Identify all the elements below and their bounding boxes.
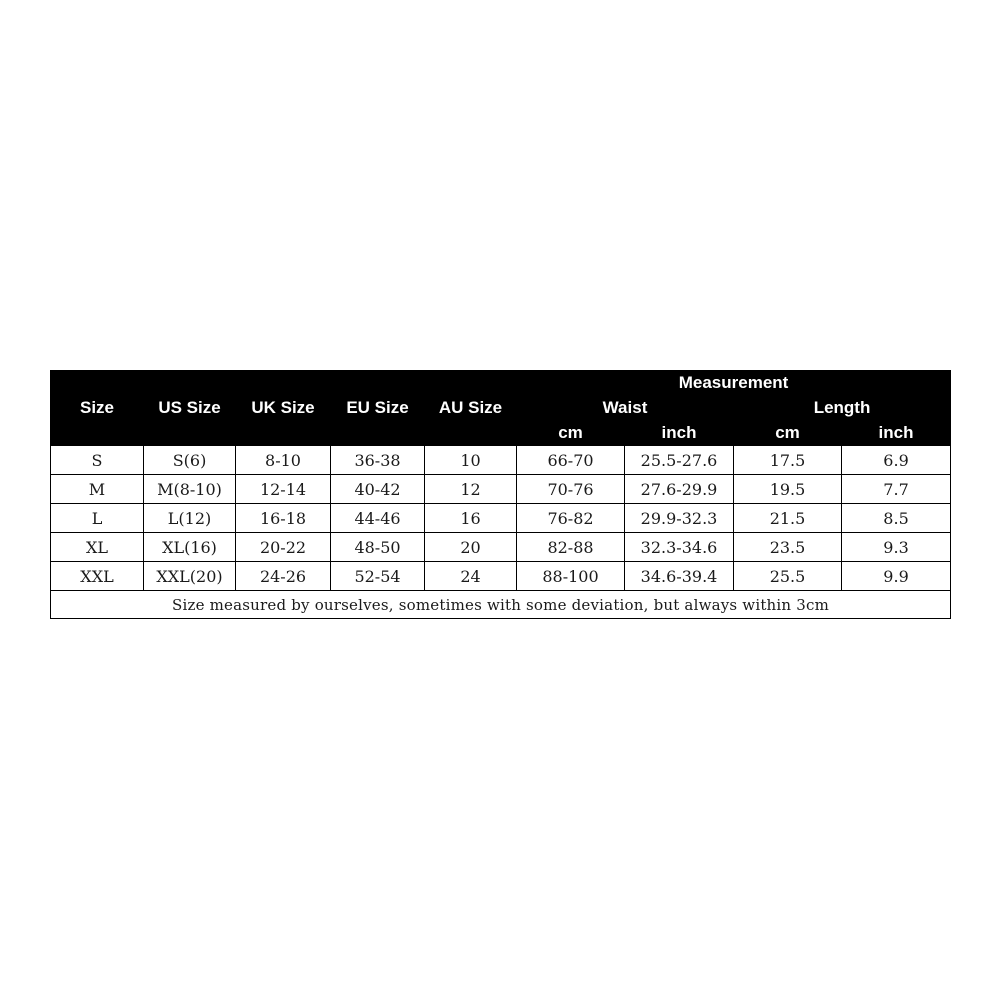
cell-length-cm: 21.5 [734,504,842,533]
cell-waist-inch: 29.9-32.3 [625,504,734,533]
cell-waist-inch: 32.3-34.6 [625,533,734,562]
cell-waist-cm: 70-76 [517,475,625,504]
cell-size: S [51,446,144,475]
cell-eu-size: 52-54 [331,562,425,591]
cell-size: M [51,475,144,504]
cell-eu-size: 48-50 [331,533,425,562]
cell-au-size: 24 [425,562,517,591]
table-row [51,562,951,591]
header-row [51,371,951,396]
header-us-size: US Size [144,371,236,446]
cell-au-size: 20 [425,533,517,562]
measurement-note: Size measured by ourselves, sometimes with some deviation, but always within 3cm [51,591,951,619]
cell-us-size: S(6) [144,446,236,475]
cell-length-inch: 6.9 [842,446,951,475]
header-waist: Waist [517,396,734,421]
cell-uk-size: 16-18 [236,504,331,533]
cell-length-cm: 17.5 [734,446,842,475]
header-waist-cm: cm [517,421,625,446]
cell-eu-size: 44-46 [331,504,425,533]
cell-uk-size: 8-10 [236,446,331,475]
cell-length-inch: 7.7 [842,475,951,504]
cell-length-inch: 8.5 [842,504,951,533]
header-length-cm: cm [734,421,842,446]
table-row [51,504,951,533]
header-uk-size: UK Size [236,371,331,446]
cell-uk-size: 24-26 [236,562,331,591]
cell-us-size: XXL(20) [144,562,236,591]
table-row [51,446,951,475]
cell-waist-cm: 76-82 [517,504,625,533]
header-eu-size: EU Size [331,371,425,446]
cell-waist-cm: 88-100 [517,562,625,591]
cell-length-cm: 23.5 [734,533,842,562]
note-row [51,591,951,619]
cell-au-size: 10 [425,446,517,475]
cell-size: XXL [51,562,144,591]
header-length: Length [734,396,951,421]
cell-us-size: XL(16) [144,533,236,562]
cell-length-inch: 9.3 [842,533,951,562]
header-size: Size [51,371,144,446]
cell-length-inch: 9.9 [842,562,951,591]
cell-waist-inch: 25.5-27.6 [625,446,734,475]
cell-uk-size: 12-14 [236,475,331,504]
cell-length-cm: 19.5 [734,475,842,504]
cell-eu-size: 36-38 [331,446,425,475]
header-waist-inch: inch [625,421,734,446]
cell-waist-inch: 34.6-39.4 [625,562,734,591]
cell-au-size: 16 [425,504,517,533]
table-row [51,475,951,504]
cell-size: XL [51,533,144,562]
cell-waist-cm: 66-70 [517,446,625,475]
table-row [51,533,951,562]
header-au-size: AU Size [425,371,517,446]
header-measurement: Measurement [517,371,951,396]
size-chart-table [50,370,951,619]
cell-us-size: M(8-10) [144,475,236,504]
cell-uk-size: 20-22 [236,533,331,562]
cell-us-size: L(12) [144,504,236,533]
cell-length-cm: 25.5 [734,562,842,591]
cell-size: L [51,504,144,533]
cell-eu-size: 40-42 [331,475,425,504]
cell-au-size: 12 [425,475,517,504]
cell-waist-cm: 82-88 [517,533,625,562]
header-length-inch: inch [842,421,951,446]
cell-waist-inch: 27.6-29.9 [625,475,734,504]
